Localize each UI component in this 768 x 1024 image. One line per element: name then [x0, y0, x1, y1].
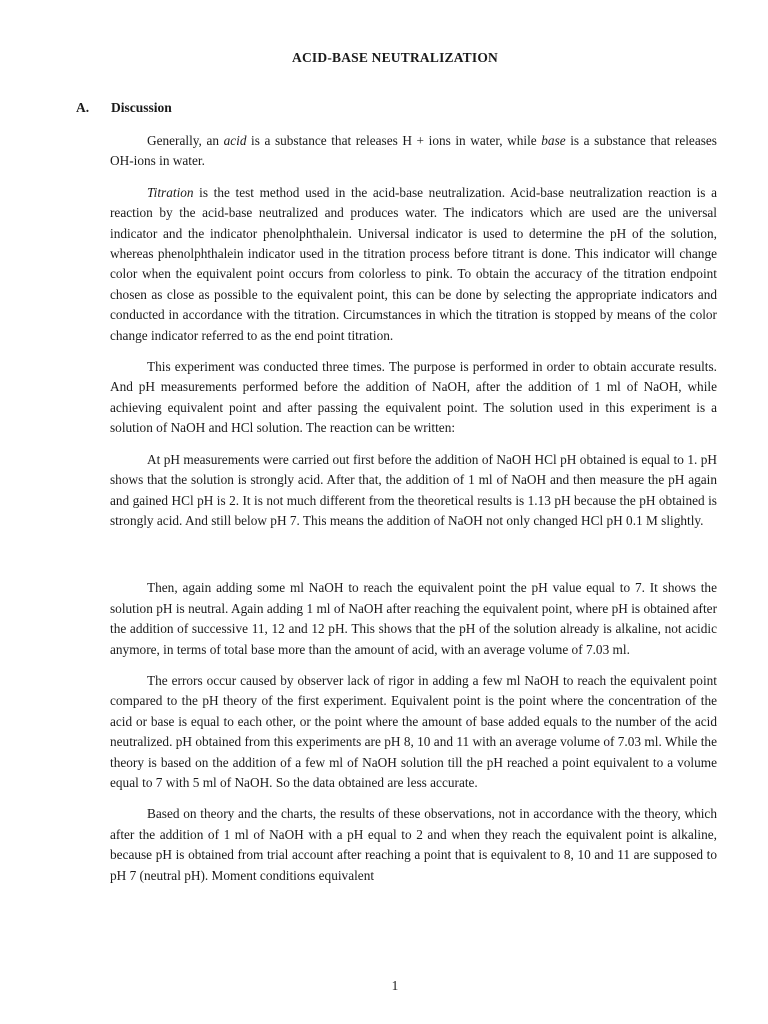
- page-number: 1: [391, 978, 399, 993]
- paragraph: [110, 671, 717, 793]
- paragraph: [110, 131, 717, 172]
- paragraph: [110, 183, 717, 346]
- italic-term: acid: [223, 133, 247, 148]
- text-segment: is the test method used in the acid-base neutralization. Acid-base neutralization reaction is a reaction by the acid-base neutralized and produces water. The indicators which are used are the universal indicator and the indicator phenolphthalein. Universal indicator is used to determine the pH of the solution, whereas phenolphthalein indicator used in the titration process before titrant is done. This indicator will change color when the equivalent point occurs from colorless to pink. To obtain the accuracy of the titration endpoint chosen as close as possible to the equivalent point, this can be done by selecting the appropriate indicators and conducted in accordance with the titration. Circumstances in which the titration is stopped by means of the color change indicator referred to as the end point titration.: [110, 184, 717, 343]
- section-heading-text: Discussion: [111, 100, 172, 115]
- text-segment: This experiment was conducted three times. The purpose is performed in order to obtain accurate results. And pH measurements performed before the addition of NaOH, after the addition of 1 ml of NaOH, while achieving equivalent point and after passing the equivalent point. The solution used in this experiment is a solution of NaOH and HCl solution. The reaction can be written:: [110, 359, 717, 436]
- text-segment: Based on theory and the charts, the results of these observations, not in accordance with the theory, which after the addition of 1 ml of NaOH with a pH equal to 2 and when they reach the equivalent point is alkaline, because pH is obtained from trial account after reaching a point that is equivalent to 8, 10 and 11 are supposed to pH 7 (neutral pH). Moment conditions equivalent: [110, 806, 717, 883]
- text-segment: is a substance that releases OH-ions in water.: [110, 133, 717, 169]
- paragraph: [110, 804, 717, 886]
- text-segment: Then, again adding some ml NaOH to reach the equivalent point the pH value equal to 7. It shows the solution pH is neutral. Again adding 1 ml of NaOH after reaching the equivalent point, where pH is obtained after the addition of successive 11, 12 and 12 pH. This shows that the pH of the solution already is alkaline, not acidic anymore, in terms of total base more than the amount of acid, with an average volume of 7.03 ml.: [110, 580, 717, 657]
- text-segment: is a substance that releases H + ions in water, while: [246, 133, 542, 148]
- section-heading: [76, 100, 172, 116]
- italic-term: Titration: [147, 184, 194, 200]
- paragraph: [110, 578, 717, 660]
- section-letter: A.: [76, 100, 90, 115]
- paragraph: [110, 450, 717, 532]
- paragraph: [110, 357, 717, 439]
- text-segment: Generally, an: [147, 133, 224, 148]
- discussion-body: [110, 131, 717, 897]
- text-segment: At pH measurements were carried out first before the addition of NaOH HCl pH obtained is equal to 1. pH shows that the solution is strongly acid. After that, the addition of 1 ml of NaOH and then measure the pH again and gained HCl pH is 2. It is not much different from the theoretical results is 1.13 pH because the pH obtained is strongly acid. And still below pH 7. This means the addition of NaOH not only changed HCl pH 0.1 M slightly.: [110, 451, 717, 528]
- italic-term: base: [541, 133, 566, 148]
- text-segment: The errors occur caused by observer lack of rigor in adding a few ml NaOH to reach the equivalent point compared to the pH theory of the first experiment. Equivalent point is the point where the concentration of the acid or base is equal to each other, or the point where the amount of base added equals to the number of the acid neutralized. pH obtained from this experiments are pH 8, 10 and 11 with an average volume of 7.03 ml. While the theory is based on the addition of a few ml of NaOH solution till the pH reached a point equivalent to a volume equal to 7 with 5 ml of NaOH. So the data obtained are less accurate.: [110, 672, 717, 790]
- document-title: ACID-BASE NEUTRALIZATION: [292, 50, 498, 65]
